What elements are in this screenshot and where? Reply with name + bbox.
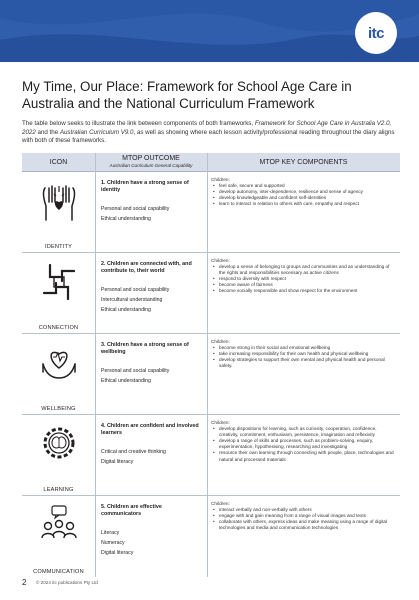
framework-table bbox=[22, 153, 400, 577]
list-item: • develop a range of skills and processes, such as problem-solving, enquiry, experimentation, hypothesising, researching and investigating bbox=[219, 438, 396, 450]
components-lead: Children: bbox=[211, 501, 230, 506]
table-row bbox=[22, 172, 400, 253]
capability: Personal and social capability bbox=[101, 287, 170, 293]
icon-label: IDENTITY bbox=[44, 244, 73, 250]
outcome-title: 4. Children are confident and involved learners bbox=[101, 423, 199, 436]
list-item: • develop a sense of belonging to groups and communities and an understanding of the rights and responsibilities necessary as active citizens bbox=[219, 264, 396, 276]
icon-label: CONNECTION bbox=[38, 325, 79, 331]
header-components: MTOP KEY COMPONENTS bbox=[259, 159, 348, 166]
capability: Digital literacy bbox=[101, 459, 134, 465]
table-row bbox=[22, 253, 400, 334]
components-lead: Children: bbox=[211, 339, 230, 344]
capability: Intercultural understanding bbox=[101, 297, 163, 303]
list-item: • respond to diversity with respect bbox=[219, 276, 396, 282]
page-number: 2 bbox=[22, 578, 27, 587]
list-item: • develop strategies to support their own mental and physical health and personal safety. bbox=[219, 357, 396, 369]
brain-gear-icon bbox=[40, 423, 78, 467]
outcome-title: 3. Children have a strong sense of wellbeing bbox=[101, 342, 189, 355]
list-item: • feel safe, secure and supported bbox=[219, 183, 396, 189]
capability: Ethical understanding bbox=[101, 378, 151, 384]
list-item: • engage with and gain meaning from a range of visual images and texts bbox=[219, 513, 396, 519]
capability: Digital literacy bbox=[101, 550, 134, 556]
table-row bbox=[22, 415, 400, 496]
capability: Personal and social capability bbox=[101, 368, 170, 374]
capability: Critical and creative thinking bbox=[101, 449, 166, 455]
table-row bbox=[22, 496, 400, 577]
connected-hands-icon bbox=[40, 261, 78, 305]
outcome-title: 1. Children have a strong sense of identity bbox=[101, 180, 189, 193]
list-item: • develop dispositions for learning, such as curiosity, cooperation, confidence, creativity, commitment, enthusiasm, persistence, imagination and reflexivity bbox=[219, 426, 396, 438]
intro-paragraph: The table below seeks to illustrate the link between components of both frameworks, Framework for School Age Care in Australia V2.0, 2022 and the Australian Curriculum V9.0, as well as showing where each lesson activity/professional reading throughout the diary aligns with both of these frameworks. bbox=[22, 120, 395, 145]
hands-heart-icon bbox=[40, 180, 78, 224]
list-item: • collaborate with others, express ideas and make meaning using a range of digital technologies and media and communication technologies bbox=[219, 519, 396, 531]
header-banner bbox=[0, 0, 419, 62]
icon-label: LEARNING bbox=[43, 487, 74, 493]
outcome-title: 5. Children are effective communicators bbox=[101, 504, 162, 517]
list-item: • resource their own learning through connecting with people, place, technologies and natural and processed materials bbox=[219, 450, 396, 462]
outcome-title: 2. Children are connected with, and contribute to, their world bbox=[101, 261, 192, 274]
list-item: • become strong in their social and emotional wellbeing bbox=[219, 345, 396, 351]
heart-in-hands-icon bbox=[40, 342, 78, 386]
list-item: • become socially responsible and show respect for the environment bbox=[219, 288, 396, 294]
components-lead: Children: bbox=[211, 258, 230, 263]
column-divider bbox=[207, 153, 208, 577]
capability: Literacy bbox=[101, 530, 120, 536]
itc-logo: itc bbox=[355, 12, 397, 54]
header-icon: ICON bbox=[49, 159, 68, 166]
components-lead: Children: bbox=[211, 177, 230, 182]
page-title: My Time, Our Place: Framework for School Age Care in Australia and the National Curriculum Framework bbox=[22, 79, 352, 111]
page-footer bbox=[22, 578, 98, 587]
column-divider bbox=[95, 153, 96, 577]
capability: Ethical understanding bbox=[101, 307, 151, 313]
list-item: • interact verbally and non-verbally with others bbox=[219, 507, 396, 513]
list-item: • learn to interact in relation to others with care, empathy and respect bbox=[219, 201, 396, 207]
table-header bbox=[22, 153, 400, 172]
list-item: • develop knowledgeable and confident self-identities bbox=[219, 195, 396, 201]
capability: Personal and social capability bbox=[101, 206, 170, 212]
capability: Ethical understanding bbox=[101, 216, 151, 222]
capability: Numeracy bbox=[101, 540, 125, 546]
list-item: • take increasing responsibility for their own health and physical wellbeing bbox=[219, 351, 396, 357]
icon-label: WELLBEING bbox=[41, 406, 76, 412]
list-item: • become aware of fairness bbox=[219, 282, 396, 288]
icon-label: COMMUNICATION bbox=[33, 569, 84, 575]
list-item: • develop autonomy, inter-dependence, resilience and sense of agency bbox=[219, 189, 396, 195]
copyright-text: © 2024 itc publications Pty Ltd bbox=[36, 580, 98, 585]
table-row bbox=[22, 334, 400, 415]
components-lead: Children: bbox=[211, 420, 230, 425]
people-speech-icon bbox=[40, 504, 78, 548]
header-outcome: MTOP OUTCOME Australian Curriculum General Capability bbox=[109, 155, 193, 168]
